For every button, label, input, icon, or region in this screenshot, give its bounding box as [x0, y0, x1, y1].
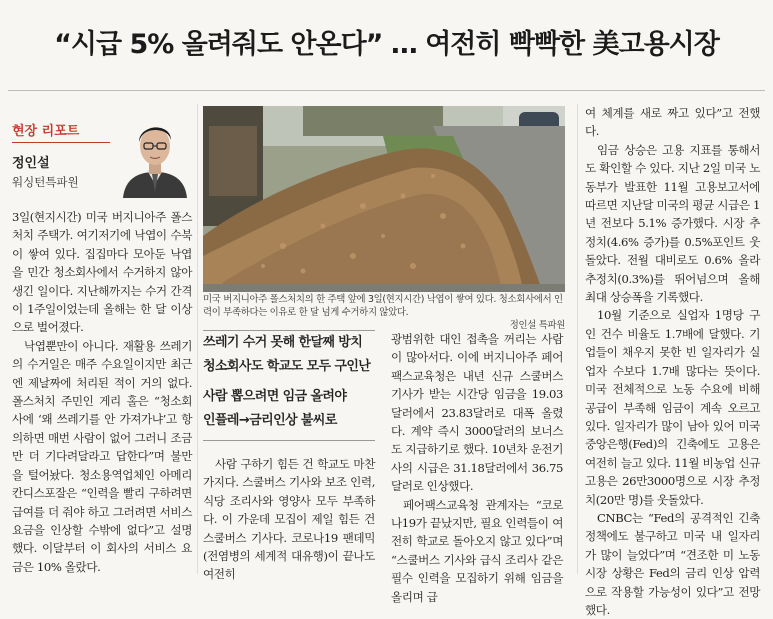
- reporter-portrait: [117, 108, 193, 198]
- section-tag-underline: [12, 142, 110, 143]
- news-photo-fallen-leaves: [203, 106, 565, 292]
- paragraph: 낙엽뿐만이 아니다. 재활용 쓰레기의 수거일은 매주 수요일이지만 최근엔 제날짜에 처리된 적이 거의 없다. 폴스처치 주민인 게리 홀은 “청소회사에 ‘왜 쓰레기를 안 가져가냐’고 항의하면 매번 사람이 없어 그러니 조금만 더 기다려달라고 답한다”며 불만을 털어놨다. 청소용역업체인 아메리칸디스포잘은 “인력을 빨리 구하려면 급여를 더 줘야 하고 그러려면 서비스 요금을 인상할 수밖에 없다”고 설명했다. 이달부터 이 회사의 서비스 요금은 10% 올랐다.: [12, 338, 192, 574]
- article-column-1: [12, 208, 192, 576]
- photo-caption-text: 미국 버지니아주 폴스처치의 한 주택 앞에 3일(현지시간) 낙엽이 쌓여 있다. 청소회사에서 인력이 부족하다는 이유로 한 달 넘게 수거하지 않았다.: [203, 294, 563, 318]
- paragraph: CNBC는 “Fed의 공격적인 긴축 정책에도 불구하고 미국 내 일자리가 많이 늘었다”며 “견조한 미 노동시장 상황은 Fed의 금리 인상 압력으로 작용할 가능성이 있다”고 전망했다.: [585, 510, 760, 617]
- headline-divider: [8, 90, 765, 91]
- subhead-line: 사람 뽑으려면 임금 올려야: [203, 389, 347, 404]
- paragraph: 임금 상승은 고용 지표를 통해서도 확인할 수 있다. 지난 2일 미국 노동부가 발표한 11월 고용보고서에 따르면 지난달 미국의 평균 시급은 1년 전보다 5.1% 증가했다. 시장 추정치(4.6% 증가)를 0.5%포인트 웃돌았다. 전월 대비로도 0.6% 올라 추정치(0.3%)를 뛰어넘으며 올해 최대 상승폭을 기록했다.: [585, 142, 760, 305]
- column-divider: [577, 104, 578, 574]
- section-tag: 현장 리포트: [12, 124, 80, 139]
- subhead-second: [203, 385, 375, 433]
- article-column-4: [585, 104, 760, 619]
- paragraph: 3일(현지시간) 미국 버지니아주 폴스처치 주택가. 여기저기에 낙엽이 수북이 쌓여 있다. 집집마다 모아둔 낙엽을 민간 청소회사에서 수거하지 않아 생긴 일이다. 지난해까지는 수거 간격이 1주일이었는데 올해는 한 달 이상으로 벌어졌다.: [12, 210, 192, 335]
- paragraph: 사람 구하기 힘든 건 학교도 마찬가지다. 스쿨버스 기사와 보조 인력, 식당 조리사와 영양사 모두 부족하다. 이 가운데 모집이 제일 힘든 건 스쿨버스 기사다. 코로나19 팬데믹(전염병의 세계적 대유행)이 끝나도 여전히: [203, 457, 375, 582]
- photo-credit: 정인설 특파원: [509, 320, 565, 331]
- paragraph: 페어팩스교육청 관계자는 “코로나19가 끝났지만, 필요 인력들이 여전히 학교로 돌아오지 않고 있다”며 “스쿨버스 기사와 급식 조리사 같은 필수 인력을 모집하기 위해 임금을 올리며 급: [391, 497, 563, 604]
- photo-caption: [203, 293, 565, 332]
- subhead-line: 인플레→금리인상 불씨로: [203, 413, 337, 428]
- paragraph: 여 체계를 새로 짜고 있다”고 전했다.: [585, 106, 760, 139]
- article-column-3: [391, 330, 563, 606]
- subhead-rule: [203, 440, 375, 441]
- subhead-first: [203, 331, 375, 379]
- article-column-2: [203, 455, 375, 584]
- subhead-line: 청소회사도 학교도 모두 구인난: [203, 359, 371, 374]
- paragraph: 10월 기준으로 실업자 1명당 구인 건수 비율도 1.7배에 달했다. 기업들이 채우지 못한 빈 일자리가 실업자 수보다 1.7배 많다는 뜻이다. 미국 전체적으로 노동 수요에 비해 공급이 부족해 임금이 계속 오르고 있다. 일자리가 많이 남아 있어 미국 중앙은행(Fed)의 긴축에도 고용은 여전히 늘고 있다. 11월 비농업 신규 고용은 26만3000명으로 시장 추정치(20만 명)를 웃돌았다.: [585, 308, 760, 507]
- byline-title: 워싱턴특파원: [12, 175, 79, 189]
- byline-name: 정인설: [12, 156, 50, 171]
- column-divider: [197, 104, 198, 574]
- subhead-line: 쓰레기 수거 못해 한달째 방치: [203, 335, 363, 350]
- headline: “시급 5% 올려줘도 안온다” … 여전히 빡빡한 美고용시장: [54, 29, 719, 60]
- paragraph: 광범위한 대인 접촉을 꺼리는 사람이 많아서다. 이에 버지니아주 페어팩스교육청은 내년 신규 스쿨버스 기사가 받는 시간당 임금을 19.03달러에서 23.83달러로 대폭 올렸다. 계약 즉시 3000달러의 보너스도 지급하기로 했다. 10년차 운전기사의 시급은 31.18달러에서 36.75달러로 인상했다.: [391, 332, 563, 494]
